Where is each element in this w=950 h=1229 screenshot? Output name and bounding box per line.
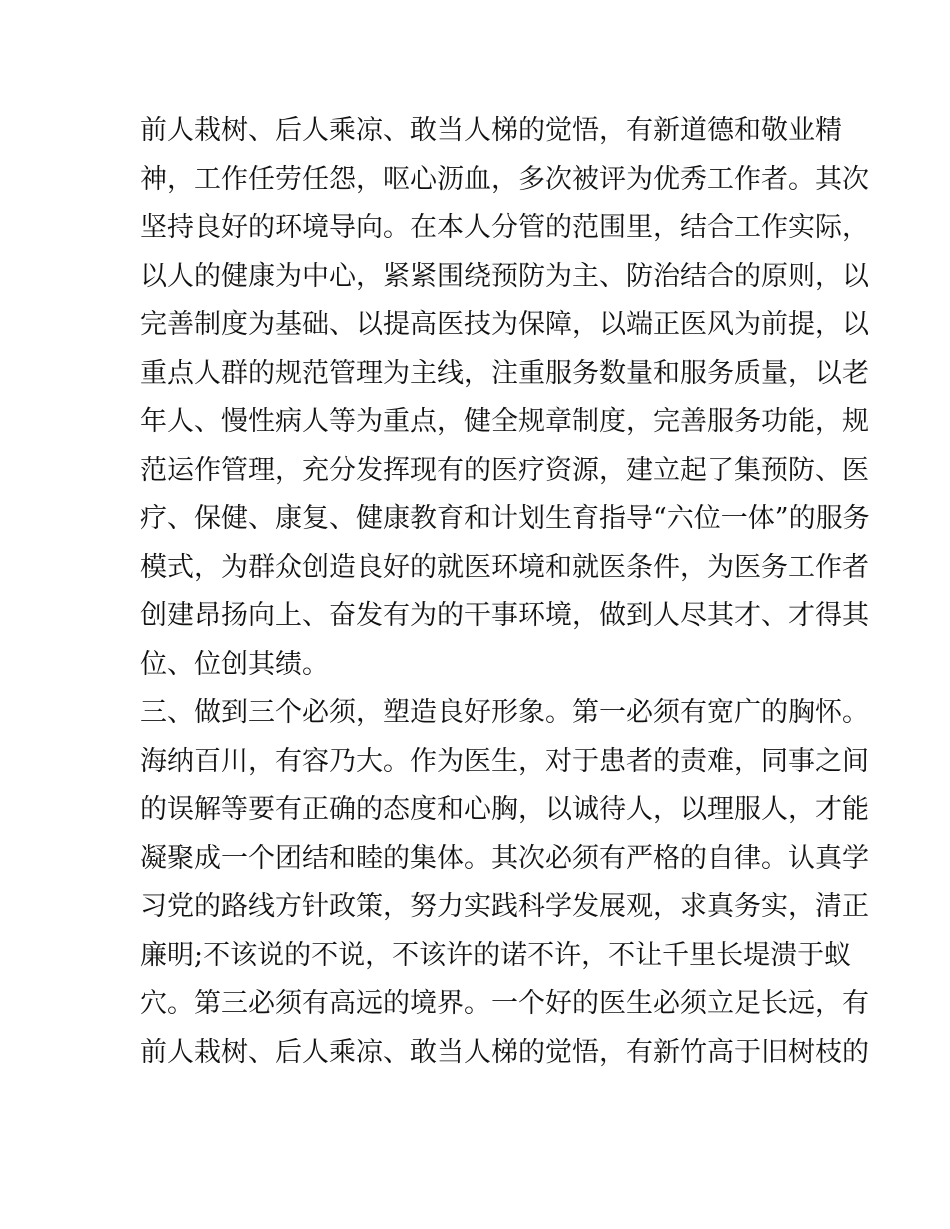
- text-line: 前人栽树、后人乘凉、敢当人梯的觉悟，有新竹高于旧树枝的: [140, 1036, 869, 1068]
- text-line: 位、位创其绩。: [140, 648, 329, 680]
- text-line: 习党的路线方针政策，努力实践科学发展观，求真务实，清正: [140, 891, 869, 922]
- text-line: 范运作管理，充分发挥现有的医疗资源，建立起了集预防、医: [140, 454, 869, 486]
- text-line: 重点人群的规范管理为主线，注重服务数量和服务质量，以老: [140, 357, 869, 389]
- text-line: 海纳百川，有容乃大。作为医生，对于患者的责难，同事之间: [140, 745, 869, 777]
- text-line: 的误解等要有正确的态度和心胸，以诚待人，以理服人，才能: [140, 794, 869, 825]
- document-body: [140, 107, 870, 1077]
- text-line: 廉明;不该说的不说，不该许的诺不许，不让千里长堤溃于蚁: [140, 939, 852, 971]
- text-line: 年人、慢性病人等为重点，健全规章制度，完善服务功能，规: [140, 406, 869, 437]
- text-line: 坚持良好的环境导向。在本人分管的范围里，结合工作实际，: [140, 212, 869, 243]
- text-line: 神，工作任劳任怨，呕心沥血，多次被评为优秀工作者。其次: [140, 163, 869, 195]
- text-line: 以人的健康为中心，紧紧围绕预防为主、防治结合的原则，以: [140, 260, 869, 292]
- text-line: 完善制度为基础、以提高医技为保障，以端正医风为前提，以: [140, 309, 869, 340]
- text-line: 疗、保健、康复、健康教育和计划生育指导“六位一体”的服务: [140, 503, 870, 534]
- text-line: 前人栽树、后人乘凉、敢当人梯的觉悟，有新道德和敬业精: [140, 115, 842, 146]
- text-line: 穴。第三必须有高远的境界。一个好的医生必须立足长远，有: [140, 988, 869, 1019]
- text-line: 创建昂扬向上、奋发有为的干事环境，做到人尽其才、才得其: [140, 600, 869, 631]
- text-line: 凝聚成一个团结和睦的集体。其次必须有严格的自律。认真学: [140, 842, 869, 874]
- section-heading-line: 三、做到三个必须，塑造良好形象。第一必须有宽广的胸怀。: [140, 697, 869, 728]
- text-line: 模式，为群众创造良好的就医环境和就医条件，为医务工作者: [140, 551, 869, 583]
